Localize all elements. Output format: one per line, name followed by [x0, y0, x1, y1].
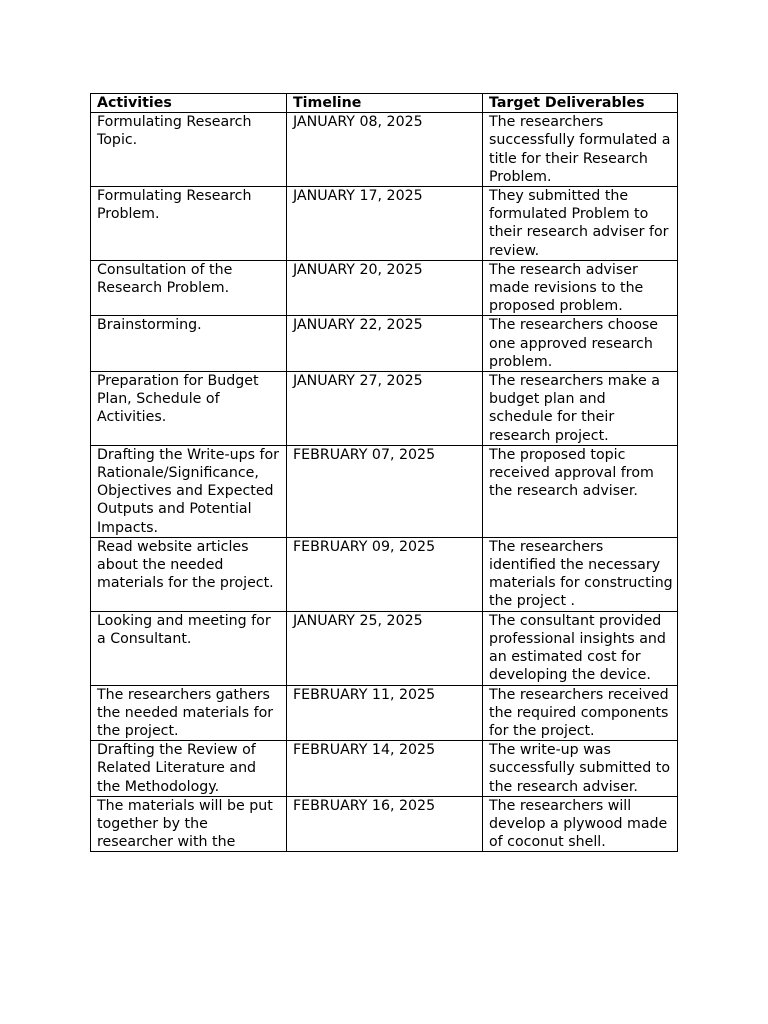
deliverable-cell: The consultant provided professional insights and an estimated cost for developing the device. — [483, 611, 678, 685]
deliverable-cell: The proposed topic received approval from the research adviser. — [483, 445, 678, 537]
table-row — [91, 611, 678, 685]
header-row — [91, 94, 678, 113]
deliverable-cell: The researchers identified the necessary materials for constructing the project . — [483, 537, 678, 611]
activity-cell: Formulating Research Topic. — [91, 113, 287, 187]
table-header — [91, 94, 678, 113]
deliverable-cell: The researchers will develop a plywood made of coconut shell. — [483, 796, 678, 852]
table-row — [91, 685, 678, 741]
timeline-cell: JANUARY 17, 2025 — [287, 187, 483, 261]
table-row — [91, 260, 678, 316]
timeline-cell: JANUARY 08, 2025 — [287, 113, 483, 187]
table-row — [91, 316, 678, 372]
deliverable-cell: The researchers choose one approved research problem. — [483, 316, 678, 372]
deliverable-cell: The researchers successfully formulated a title for their Research Problem. — [483, 113, 678, 187]
table-row — [91, 445, 678, 537]
deliverable-cell: The write-up was successfully submitted to the research adviser. — [483, 741, 678, 797]
header-activities: Activities — [91, 94, 287, 113]
timeline-cell: JANUARY 20, 2025 — [287, 260, 483, 316]
deliverable-cell: The research adviser made revisions to the proposed problem. — [483, 260, 678, 316]
timeline-cell: JANUARY 27, 2025 — [287, 372, 483, 446]
timeline-cell: FEBRUARY 14, 2025 — [287, 741, 483, 797]
table-row — [91, 372, 678, 446]
timeline-cell: FEBRUARY 09, 2025 — [287, 537, 483, 611]
activity-cell: Preparation for Budget Plan, Schedule of Activities. — [91, 372, 287, 446]
table-row — [91, 187, 678, 261]
table-body — [91, 113, 678, 852]
table-row — [91, 537, 678, 611]
activity-cell: Read website articles about the needed materials for the project. — [91, 537, 287, 611]
timeline-cell: FEBRUARY 07, 2025 — [287, 445, 483, 537]
timeline-cell: FEBRUARY 16, 2025 — [287, 796, 483, 852]
activity-cell: The materials will be put together by the researcher with the — [91, 796, 287, 852]
timeline-cell: FEBRUARY 11, 2025 — [287, 685, 483, 741]
activity-cell: Drafting the Write-ups for Rationale/Significance, Objectives and Expected Outputs and Potential Impacts. — [91, 445, 287, 537]
table-row — [91, 741, 678, 797]
activity-cell: Consultation of the Research Problem. — [91, 260, 287, 316]
timeline-cell: JANUARY 25, 2025 — [287, 611, 483, 685]
activity-cell: The researchers gathers the needed materials for the project. — [91, 685, 287, 741]
schedule-table — [90, 93, 678, 852]
deliverable-cell: The researchers make a budget plan and schedule for their research project. — [483, 372, 678, 446]
deliverable-cell: The researchers received the required components for the project. — [483, 685, 678, 741]
activity-cell: Formulating Research Problem. — [91, 187, 287, 261]
header-timeline: Timeline — [287, 94, 483, 113]
activity-cell: Looking and meeting for a Consultant. — [91, 611, 287, 685]
table-row — [91, 796, 678, 852]
table-row — [91, 113, 678, 187]
timeline-cell: JANUARY 22, 2025 — [287, 316, 483, 372]
deliverable-cell: They submitted the formulated Problem to their research adviser for review. — [483, 187, 678, 261]
activity-cell: Drafting the Review of Related Literature and the Methodology. — [91, 741, 287, 797]
activity-cell: Brainstorming. — [91, 316, 287, 372]
header-target-deliverables: Target Deliverables — [483, 94, 678, 113]
